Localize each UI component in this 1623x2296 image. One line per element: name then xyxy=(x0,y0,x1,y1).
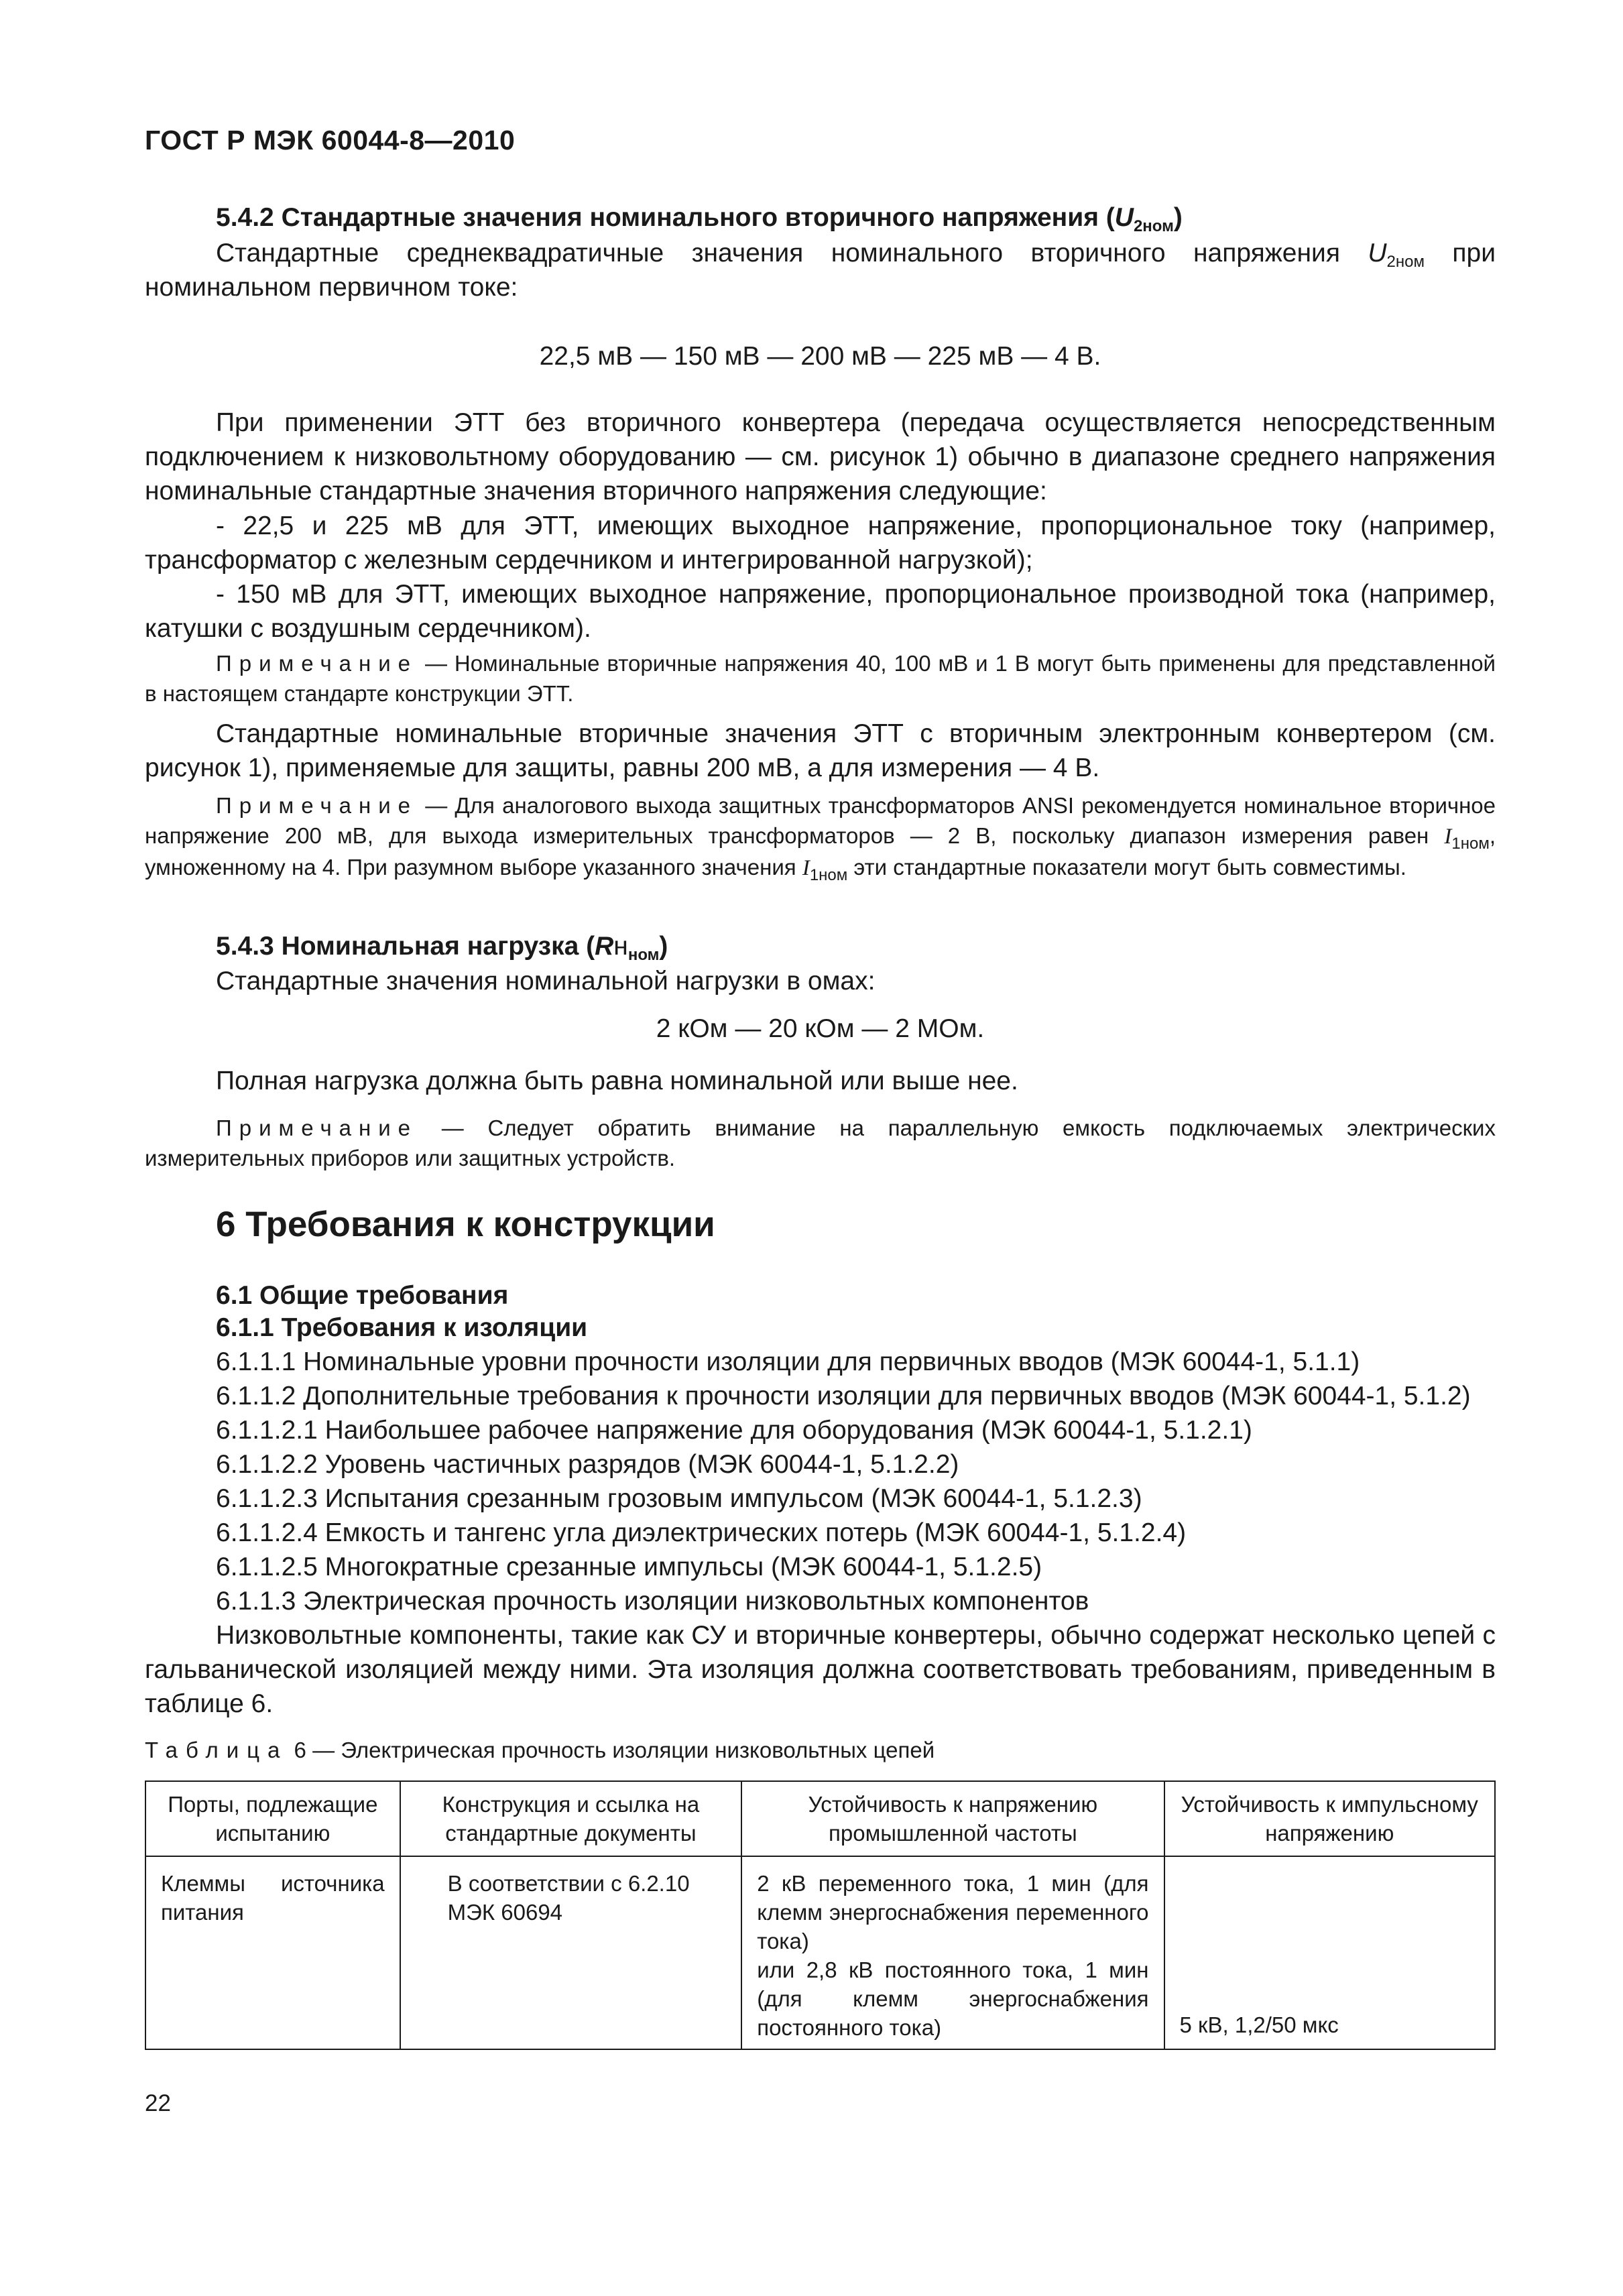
clause-6-1-1-2: 6.1.1.2 Дополнительные требования к прочности изоляции для первичных вводов (МЭК 60044-1, 5.1.2) xyxy=(216,1382,1471,1410)
table-cell-ports: Клеммы источника питания xyxy=(145,1856,400,2049)
table-cell-construction: В соответствии с 6.2.10 МЭК 60694 xyxy=(400,1856,742,2049)
section-6-heading: 6 Требования к конструкции xyxy=(216,1205,715,1244)
paragraph-without-converter: При применении ЭТТ без вторичного конвертера (передача осуществляется непосредственным подключением к низковольтному оборудованию — см. рисунок 1) обычно в диапазоне среднего напряжения номинальные стандартные значения вторичного напряжения следующие: xyxy=(145,408,1496,505)
table-row xyxy=(145,1856,1495,2049)
clause-6-1-1-2-1: 6.1.1.2.1 Наибольшее рабочее напряжение для оборудования (МЭК 60044-1, 5.1.2.1) xyxy=(216,1416,1252,1445)
note-1: Примечание — Номинальные вторичные напряжения 40, 100 мВ и 1 В могут быть применены для представленной в настоящем стандарте конструкции ЭТТ. xyxy=(145,651,1496,706)
page-number: 22 xyxy=(145,2090,171,2116)
standard-designation: ГОСТ Р МЭК 60044-8—2010 xyxy=(145,125,516,156)
section-5-4-3-heading: 5.4.3 Номинальная нагрузка $(Rн_{ном})$ xyxy=(216,932,668,964)
paragraph-load-values: Стандартные значения номинальной нагрузки в омах: xyxy=(216,967,876,995)
table-header-cell: Устойчивость к импульсному напряжению xyxy=(1164,1781,1495,1856)
table-header-cell: Устойчивость к напряжению промышленной частоты xyxy=(741,1781,1164,1856)
section-6-1-1-heading: 6.1.1 Требования к изоляции xyxy=(216,1313,588,1342)
table-header-cell: Конструкция и ссылка на стандартные документы xyxy=(400,1781,742,1856)
paragraph-full-load: Полная нагрузка должна быть равна номинальной или выше нее. xyxy=(216,1067,1018,1095)
paragraph-with-converter: Стандартные номинальные вторичные значения ЭТТ с вторичным электронным конвертером (см. рисунок 1), применяемые для защиты, равны 200 мВ, а для измерения — 4 В. xyxy=(145,719,1496,782)
paragraph-secondary-voltage: Стандартные среднеквадратичные значения номинального вторичного напряжения $U_{2ном}$ при номинальном первичном токе: xyxy=(145,239,1496,302)
table-6 xyxy=(145,1780,1496,2050)
clause-6-1-1-2-3: 6.1.1.2.3 Испытания срезанным грозовым импульсом (МЭК 60044-1, 5.1.2.3) xyxy=(216,1484,1142,1513)
table-cell-impulse: 5 кВ, 1,2/50 мкс xyxy=(1164,1856,1495,2049)
section-6-1-heading: 6.1 Общие требования xyxy=(216,1281,509,1310)
clause-6-1-1-2-4: 6.1.1.2.4 Емкость и тангенс угла диэлектрических потерь (МЭК 60044-1, 5.1.2.4) xyxy=(216,1518,1187,1547)
section-5-4-2-heading: 5.4.2 Стандартные значения номинального вторичного напряжения $(U_{2ном})$ xyxy=(216,203,1183,235)
list-item-air-core: - 150 мВ для ЭТТ, имеющих выходное напряжение, пропорциональное производной тока (например, катушки с воздушным сердечником). xyxy=(145,580,1496,643)
table-header-row xyxy=(145,1781,1495,1856)
table-6-caption: Таблица 6 — Электрическая прочность изоляции низковольтных цепей xyxy=(145,1738,935,1762)
clause-6-1-1-2-2: 6.1.1.2.2 Уровень частичных разрядов (МЭК 60044-1, 5.1.2.2) xyxy=(216,1450,959,1479)
voltage-values-formula: 22,5 мВ — 150 мВ — 200 мВ — 225 мВ — 4 В. xyxy=(539,342,1101,371)
table-header-cell: Порты, подлежащие испытанию xyxy=(145,1781,400,1856)
paragraph-low-voltage: Низковольтные компоненты, такие как СУ и вторичные конвертеры, обычно содержат несколько цепей с гальванической изоляцией между ними. Эта изоляция должна соответствовать требованиям, приведенным в таблице 6. xyxy=(145,1621,1496,1718)
clause-6-1-1-3: 6.1.1.3 Электрическая прочность изоляции низковольтных компонентов xyxy=(216,1587,1089,1616)
clause-6-1-1-1: 6.1.1.1 Номинальные уровни прочности изоляции для первичных вводов (МЭК 60044-1, 5.1.1) xyxy=(216,1347,1360,1376)
note-2: Примечание — Для аналогового выхода защитных трансформаторов ANSI рекомендуется номинальное вторичное напряжение 200 мВ, для выхода измерительных трансформаторов — 2 В, поскольку диапазон измерения равен $I_{1ном}$, умноженному на 4. При разумном выборе указанного значения $I_{1ном}$ эти стандартные показатели могут быть совместимы. xyxy=(145,793,1496,884)
list-item-iron-core: - 22,5 и 225 мВ для ЭТТ, имеющих выходное напряжение, пропорциональное току (например, трансформатор с железным сердечником и интегрированной нагрузкой); xyxy=(145,511,1496,575)
note-3: Примечание — Следует обратить внимание на параллельную емкость подключаемых электрических измерительных приборов или защитных устройств. xyxy=(145,1115,1496,1170)
clause-6-1-1-2-5: 6.1.1.2.5 Многократные срезанные импульсы (МЭК 60044-1, 5.1.2.5) xyxy=(216,1553,1042,1581)
load-values-formula: 2 кОм — 20 кОм — 2 МОм. xyxy=(656,1014,985,1043)
table-cell-power-frequency: 2 кВ переменного тока, 1 мин (для клемм энергоснабжения переменного тока) или 2,8 кВ постоянного тока, 1 мин (для клемм энергоснабжения постоянного тока) xyxy=(741,1856,1164,2049)
